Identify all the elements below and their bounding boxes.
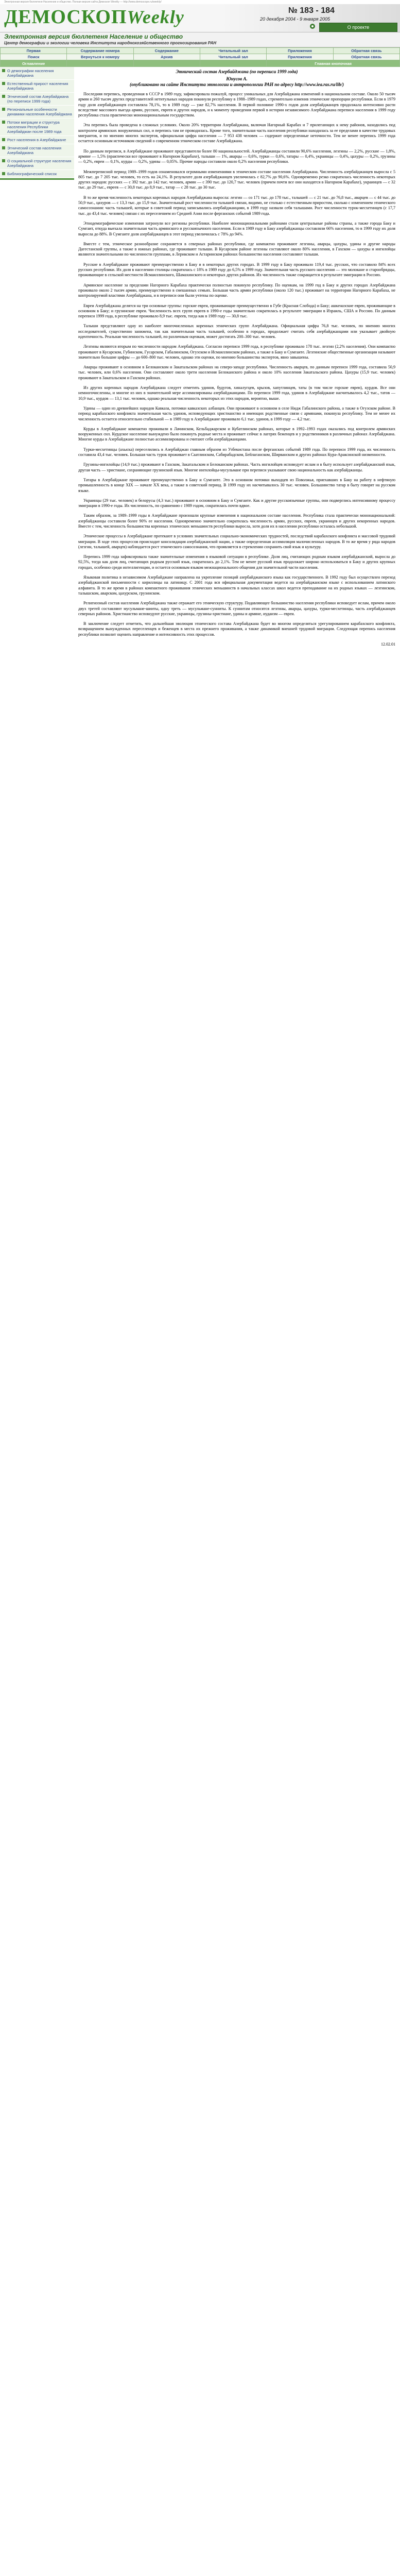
sidebar-item-demography[interactable]: О демографии населения Азербайджана: [0, 67, 74, 80]
sidebar-item-bibliography[interactable]: Библиографический список: [0, 170, 74, 178]
sidebar-item-migration[interactable]: Потоки миграции и структура населения Республики Азербайджан после 1989 года: [0, 118, 74, 136]
about-project-button[interactable]: О проекте: [319, 23, 397, 32]
bullet-icon: [2, 121, 5, 124]
article-paragraph: Аварцы проживают в основном в Белоканском и Закатальском районах на северо-западе республики. Численность аварцев, по данным переписи 1999 года, составила 50,9 тыс. человек, или 0,6% населения. Они составляют около трети населения Белоканского района и около 10% населения Закатальского района. Цахуры (15,9 тыс. человек) проживают в Закатальском и Гахском районах.: [78, 365, 395, 380]
nav-toc[interactable]: Оглавление: [22, 61, 45, 66]
article-paragraph: В то же время численность некоторых коренных народов Азербайджана выросла: лезгин — со 171 тыс. до 178 тыс., талышей — с 21 тыс. до 76,8 тыс., аварцев — с 44 тыс. до 50,9 тыс., цахуров — с 13,3 тыс. до 15,9 тыс. Значительный рост численности талышей связан, видимо, не столько с естественным приростом, сколько с изменением этнического самосознания: часть талышей, которые в советский период записывались азербайджанцами, в 1999 году назвали себя талышами. Рост численности турок-месхетинцев (с 17,7 тыс. до 43,4 тыс. человек) связан с их переселением из Средней Азии после ферганских событий 1989 года.: [78, 195, 395, 216]
content-layout: [0, 67, 400, 2576]
article-rubric: Этнический состав Азербайджана (по переписи 1999 года): [176, 69, 298, 74]
bullet-icon: [2, 138, 5, 141]
article-body: [78, 92, 395, 637]
nav-first[interactable]: Первая: [26, 48, 41, 53]
top-line: Электронная версия бюллетеня Население и общество. Полная версия сайта Демоскоп Weekly — http://www.demoscope.ru/weekly/: [0, 0, 400, 4]
article-header: [78, 69, 395, 88]
nav-feedback-2[interactable]: Обратная связь: [351, 55, 382, 59]
article-paragraph: Перепись 1999 года зафиксировала также значительные изменения в языковой ситуации в республике. Доля лиц, считающих родным языком азербайджанский, выросла до 92,5%, тогда как доля лиц, считающих родным русский язык, сократилась до 2,1%. Тем не менее русский язык продолжает широко использоваться в Баку и других крупных городах, особенно среди интеллигенции, и остается основным языком межнационального общения для значительной части населения.: [78, 554, 395, 570]
article-paragraph: По данным переписи, в Азербайджане проживают представители более 80 национальностей. Азербайджанцы составили 90,6% населения, лезгины — 2,2%, русские — 1,8%, армяне — 1,5% (практически все проживают в Нагорном Карабахе), талыши — 1%, аварцы — 0,6%, турки — 0,6%, татары — 0,4%, украинцы — 0,4%, цахуры — 0,2%, грузины — 0,2%, евреи — 0,1%, курды — 0,2%, удины — 0,05%. Прочие народы составили около 0,2% населения республики.: [78, 148, 395, 164]
article-paragraph: Евреи Азербайджана делятся на три основные группы: горские евреи, проживающие преимущественно в Губе (Красная Слобода) и Баку; ашкеназские евреи, проживающие в основном в Баку; и грузинские евреи. Численность всех групп евреев в 1990-е годы значительно сократилась в результате эмиграции в Израиль, США и Россию. По данным переписи 1999 года, в республике проживало 8,9 тыс. евреев, тогда как в 1989 году — 30,8 тыс.: [78, 303, 395, 319]
nav-appendices-2[interactable]: Приложения: [288, 55, 312, 59]
nav-contents[interactable]: Содержание: [154, 48, 179, 53]
article-date: 12.02.01: [381, 642, 395, 647]
site-logo[interactable]: [4, 7, 184, 27]
article-paragraph: В заключение следует отметить, что дальнейшая эволюция этнического состава Азербайджана будет во многом определяться урегулированием карабахского конфликта, возвращением вынужденных переселенцев и беженцев в места их прежнего проживания, а также динамикой внешней трудовой миграции. Следующая перепись населения республики позволит оценить направление и интенсивность этих процессов.: [78, 621, 395, 637]
article-paragraph: Из других коренных народов Азербайджана следует отметить удинов, будугов, хиналугцев, крызов, хапутлинцев, таты (в том числе горские евреи), курдов. Все они немногочисленны, и многие из них в значительной мере ассимилированы азербайджанцами. По переписи 1999 года, удинов в Азербайджане насчитывалось 4,2 тыс., татов — 10,9 тыс., курдов — 13,1 тыс. человек, однако реальная численность некоторых из этих народов, вероятно, выше.: [78, 385, 395, 401]
sidebar: [0, 67, 74, 180]
article-paragraph: Этнодемографические изменения затронули все регионы республики. Наиболее мононациональными районами стали центральные районы страны, а также города Баку и Сумгаит, откуда выехала значительная часть армянского и русскоязычного населения. Если в 1989 году в Баку азербайджанцы составляли 66% населения, то в 1999 году их доля выросла до 88%. В Сумгаите доля азербайджанцев в этот период увеличилась с 78% до 94%.: [78, 221, 395, 236]
bullet-icon: [2, 146, 5, 149]
subtitle-bar: [0, 32, 400, 47]
nav-feedback[interactable]: Обратная связь: [351, 48, 382, 53]
sidebar-item-ethnic-census[interactable]: Этнический состав Азербайджана (по переписи 1999 года): [0, 93, 74, 106]
nav-blank-2: [133, 60, 200, 67]
sidebar-footer: [0, 178, 74, 180]
article-paragraph: Удины — один из древнейших народов Кавказа, потомки кавказских албанцев. Они проживают в основном в селе Нидж Габалинского района, а также в Огузском районе. В период карабахского конфликта значительная часть удинов, исповедующих христианство и имеющих родственные связи с армянами, покинула республику. Тем не менее их численность остается относительно стабильной — в 1989 году в Азербайджане проживало 6,1 тыс. удинов, в 1999 году — 4,2 тыс.: [78, 405, 395, 421]
sidebar-item-social-structure[interactable]: О социальной структуре населения Азербайджана: [0, 157, 74, 170]
masthead: [0, 4, 400, 32]
nav-search[interactable]: Поиск: [27, 55, 40, 59]
issue-dates: 20 декабря 2004 - 9 января 2005: [260, 16, 331, 22]
sidebar-item-population-growth[interactable]: Рост населения в Азербайджане: [0, 136, 74, 144]
article-paragraph: Лезгины являются вторым по численности народом Азербайджана. Согласно переписи 1999 года, в республике проживало 178 тыс. лезгин (2,2% населения). Они компактно проживают в Кусарском, Губинском, Гусарском, Габалинском, Огузском и Исмаиллинском районах, а также в Баку и Сумгаите. Лезгинские общественные организации называют значительно большие цифры — до 600–800 тыс. человек, однако эти оценки, по мнению большинства экспертов, явно завышены.: [78, 344, 395, 360]
article-paragraph: Языковая политика в независимом Азербайджане направлена на укрепление позиций азербайджанского языка как государственного. В 1992 году был осуществлен переход азербайджанской письменности с кириллицы на латиницу. С 2001 года вся официальная документация ведется на азербайджанском языке с использованием латинского алфавита. В то же время в районах компактного проживания этнических меньшинств в начальных классах школ ведется преподавание на их родных языках — лезгинском, талышском, аварском, цахурском, грузинском.: [78, 575, 395, 596]
sidebar-item-regional[interactable]: Региональные особенности динамики населения Азербайджана: [0, 106, 74, 118]
article-source-note: (опубликовано на сайте Института этнологии и антропологии РАН по адресу http://www.iea.ras.ru/lib/): [130, 82, 344, 87]
article-paragraph: Украинцы (29 тыс. человек) и белорусы (4,3 тыс.) проживают в основном в Баку и Сумгаите. Как и другие русскоязычные группы, они подверглись интенсивному процессу эмиграции в 1990-е годы. Их численность, по сравнению с 1989 годом, сократилась почти вдвое.: [78, 498, 395, 509]
article-paragraph: Турки-месхетинцы (ахыска) переселились в Азербайджан главным образом из Узбекистана после ферганских событий 1989 года. По переписи 1999 года, их численность составила 43,4 тыс. человек. Большая часть турок проживает в Саатлинском, Сабирабадском, Бейлаганском, Ширванском и других районах Кура-Араксинской низменности.: [78, 447, 395, 457]
logo-main: ДЕМОСКОП: [4, 6, 127, 28]
article-paragraph: Русские в Азербайджане проживают преимущественно в Баку и в некоторых других городах. В 1999 году в Баку проживало 119,4 тыс. русских, что составило 84% всех русских республики. Их доля в населении столицы сократилась с 18% в 1989 году до 6,5% в 1999 году. Значительная часть русского населения — это молокане и старообрядцы, проживающие в сельской местности Исмаиллинского, Шамахинского и некоторых других районов. Их численность также сокращается в результате эмиграции в Россию.: [78, 262, 395, 278]
gear-icon: [309, 23, 316, 30]
article-paragraph: Армянское население за пределами Нагорного Карабаха практически полностью покинуло республику. По оценкам, на 1999 год в Баку и других городах Азербайджана проживало около 2 тысяч армян, преимущественно в смешанных семьях. Большая часть армян республики (около 120 тыс.) проживает на территории Нагорного Карабаха, не контролируемой властями Азербайджана, и в переписи они были учтены по оценке.: [78, 282, 395, 298]
article-paragraph: Курды в Азербайджане компактно проживали в Лачинском, Кельбаджарском и Кубатлинском районах, которые в 1992–1993 годах оказались под контролем армянских вооруженных сил. Курдское население вынуждено было покинуть родные места и проживает сейчас в лагерях беженцев и у родственников в различных районах Азербайджана. Многие курды в Азербайджане полностью ассимилированы и считают себя азербайджанцами.: [78, 426, 395, 442]
article-paragraph: Талыши представляют одну из наиболее многочисленных коренных этнических групп Азербайджана. Официальная цифра 76,8 тыс. человек, по мнению многих исследователей, существенно занижена, так как значительная часть талышей, особенно в городах, продолжает считать себя азербайджанцами или указывает двойную идентичность. Реальная численность талышей, по различным оценкам, может достигать 200–300 тыс. человек.: [78, 324, 395, 339]
bullet-icon: [2, 82, 5, 85]
logo-weekly: Weekly: [127, 7, 184, 27]
nav-table: [0, 47, 400, 67]
nav-back-to-issue[interactable]: Вернуться к номеру: [80, 55, 120, 59]
issue-number: № 183 - 184: [288, 6, 335, 15]
article-paragraph: Последняя перепись, проведенная в СССР в 1989 году, зафиксировала пожалуй, процесс уникальных для Азербайджана изменений в национальном составе. Около 50 тысяч армян и 260 тысяч других представителей нетитульных народов покинули республику в 1988–1989 годах, стремительно изменив этнические пропорции республики. Если в 1979 году доля азербайджанцев составляла 78,1%, то в 1989 году — уже 82,7% населения. В первой половине 1990-х годов доля азербайджанцев продолжала интенсивно расти вследствие массового выезда армян, русских, евреев и других народов, и к моменту проведения первой в истории независимого Азербайджана переписи населения в 1999 году республика стала практически мононациональным государством.: [78, 92, 395, 118]
article-paragraph: Вместе с тем, этническое разнообразие сохраняется в северных районах республики, где компактно проживают лезгины, аварцы, цахуры, удины и другие народы Дагестанской группы, а также в южных районах, где проживают талыши. В Кусарском районе лезгины составляют около 80% населения, в Гахском — цахуры и ингилойцы являются значительными по численности группами, в Лерикском и Астаринском районах большинство населения составляют талыши.: [78, 241, 395, 257]
bullet-icon: [2, 108, 5, 111]
nav-reading-room[interactable]: Читальный зал: [218, 48, 248, 53]
article-paragraph: Эта перепись была проведена в сложных условиях. Около 20% территории Азербайджана, включая Нагорный Карабах и 7 прилегающих к нему районов, находились под контролем армянских вооруженных сил, и перепись там не проводилась. Кроме того, значительная часть населения республики находилась за ее пределами в качестве трудовых мигрантов, и по мнению многих экспертов, официальная цифра населения — 7 953 438 человек — содержит определенные неточности. Тем не менее перепись 1999 года остается основным источником сведений о современном этническом составе Азербайджана.: [78, 123, 395, 144]
subtitle-main: Электронная версия бюллетеня Население и общество: [4, 33, 183, 40]
bullet-icon: [2, 159, 5, 162]
nav-archive[interactable]: Архив: [161, 55, 173, 59]
article-paragraph: Грузины-ингилойцы (14,9 тыс.) проживают в Гахском, Закатальском и Белоканском районах. Часть ингилойцев исповедует ислам и в быту использует азербайджанский язык, другая часть — христиане, сохраняющие грузинский язык. Многие ингилойцы-мусульмане при переписи указывают свою национальность как азербайджанцы.: [78, 462, 395, 472]
sidebar-item-natural-growth[interactable]: Естественный прирост населения Азербайджана: [0, 80, 74, 93]
nav-issue-contents[interactable]: Содержание номера: [80, 48, 120, 53]
nav-home[interactable]: Главная кнопочная: [315, 61, 352, 66]
nav-reading-room-2[interactable]: Читальный зал: [218, 55, 248, 59]
bullet-icon: [2, 95, 5, 98]
nav-appendices[interactable]: Приложения: [288, 48, 312, 53]
article-paragraph: Религиозный состав населения Азербайджана также отражает его этническую структуру. Подавляющее большинство населения республики исповедует ислам, причем около двух третей составляют мусульмане-шииты, одну треть — мусульмане-сунниты. К суннитам относятся лезгины, аварцы, цахуры, турки-месхетинцы, часть азербайджанцев северных районов. Христианство исповедуют русские, украинцы, грузины-христиане, удины и армяне, иудаизм — евреи.: [78, 601, 395, 616]
subtitle-org: Центр демографии и экологии человека Института народнохозяйственного прогнозирования РАН: [4, 41, 217, 45]
article-author: Юнусов А.: [226, 76, 248, 81]
article-paragraph: Этнические процессы в Азербайджане протекают в условиях значительных социально-экономических трудностей, последствий карабахского конфликта и массовой трудовой миграции. В ходе этих процессов происходит консолидация азербайджанской нации, а также определенная ассимиляция малочисленных народов. В то же время у ряда народов (лезгин, талышей, аварцев) наблюдается рост этнического самосознания, что проявляется в стремлении сохранить свой язык и культуру.: [78, 534, 395, 549]
nav-blank-3: [200, 60, 266, 67]
bullet-icon: [2, 69, 5, 72]
article: [78, 67, 395, 647]
article-paragraph: Межпереписной период 1989–1999 годов ознаменовался огромными изменениями в этническом составе населения Азербайджана. Численность азербайджанцев выросла с 5 805 тыс. до 7 205 тыс. человек, то есть на 24,1%. В результате доля азербайджанцев увеличилась с 82,7% до 90,6%. Одновременно резко сократилась численность некоторых других народов: русских — с 392 тыс. до 142 тыс. человек, армян — с 390 тыс. до 120,7 тыс. человек (причем почти все они находятся в Нагорном Карабахе), украинцев — с 32 тыс. до 29 тыс., евреев — с 30,8 тыс. до 8,9 тыс., татар — с 28 тыс. до 30 тыс.: [78, 169, 395, 190]
nav-blank-1: [67, 60, 133, 67]
article-paragraph: Татары в Азербайджане проживают преимущественно в Баку и Сумгаите. Это в основном потомки выходцев из Поволжья, приехавших в Баку на работу в нефтяную промышленность в конце XIX — начале XX века, а также в советский период. В 1999 году их насчитывалось 30 тыс. человек. Большинство татар в быту говорят на русском языке.: [78, 477, 395, 493]
sidebar-item-ethnic-composition[interactable]: Этнический состав населения Азербайджана: [0, 144, 74, 157]
article-paragraph: Таким образом, за 1989–1999 годы в Азербайджане произошли крупные изменения в национальном составе населения. Республика стала практически мононациональной: азербайджанцы составили более 90% ее населения. Одновременно значительно сократилась численность армян, русских, евреев, украинцев и других некоренных народов. Вместе с тем, численность большинства коренных этнических меньшинств республики выросла, хотя доля их в населении республики осталась небольшой.: [78, 513, 395, 529]
bullet-icon: [2, 172, 5, 175]
